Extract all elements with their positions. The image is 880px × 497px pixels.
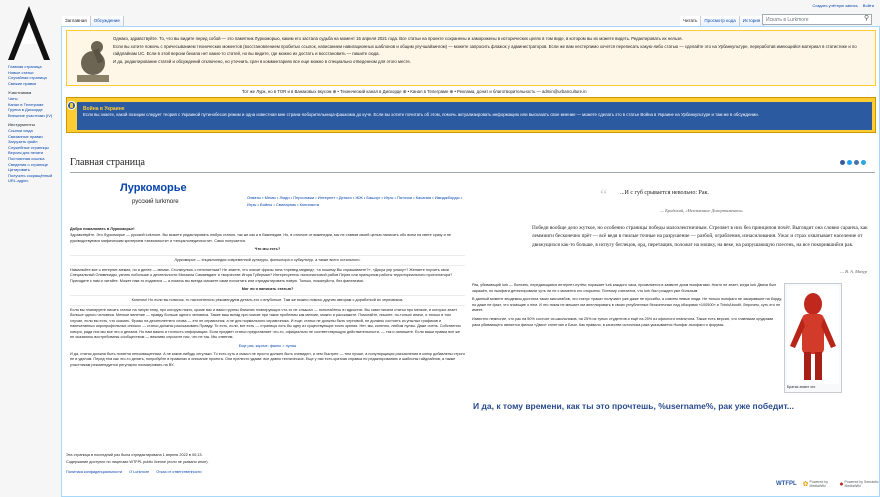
sidebar-heading-tools: Инструменты [8, 122, 36, 128]
quote-1-author: — Бродский, «Неизменное Довертимента» [660, 208, 744, 213]
semantic-icon: ● [839, 480, 844, 488]
facts-over-lulz[interactable]: Еще раз, короче: факты > лулзы [238, 343, 297, 348]
main-logo-subtitle: русский lurkmore [132, 199, 179, 205]
footer-disclaimer-link[interactable]: Отказ от ответственности [156, 470, 202, 474]
what-heading: Что мы есть? [254, 247, 281, 252]
cancer-wins-quote: И да, к тому времени, как ты это прочтешь, %username%, рак уже победит... [473, 401, 794, 411]
write-box: Конечно! Но если вы новичок, то настоятельно рекомендуем деталь это о впуботкое. Там же можно помочь другим авторам с доработкой их черновиков. [70, 295, 465, 306]
quote-2-author: — В. А. Мазур [840, 269, 867, 274]
sidebar-item-random[interactable]: Случайная страница [8, 75, 47, 81]
category-links[interactable]: Охваты • Мемы • Люди • Персонажи • Интернет • Деньги • ЖЖ • Башорг • Игры • Пяточки • Касания • Имиджборды • Игры • Войны • Свинарник • Копипаста [247, 195, 462, 207]
write-heading: Мог ли я написать статью? [241, 287, 294, 292]
sidebar-item-discord[interactable]: Группа в Дискорде [8, 107, 43, 113]
ukraine-banner-title[interactable]: Война в Украине [83, 106, 125, 112]
sidebar-item-permalink[interactable]: Постоянная ссылка [8, 155, 45, 161]
vk-icon[interactable] [854, 160, 859, 165]
ukraine-banner [66, 97, 876, 133]
mediawiki-badge[interactable]: ✿ Powered by MediaWiki [802, 480, 829, 488]
sidebar-item-telegram[interactable]: Канал в Телеграме [8, 101, 44, 107]
tab-history[interactable]: История [740, 16, 764, 26]
search-icon[interactable]: ⚲ [864, 15, 870, 22]
what-text: Намалюйте все о интернет-мемах, но и делее — мемах. Столкнулись с непонятным? Не знаете, что значит фразы типа «превед медвед», «а пошему Вы спрашиваете?», «Дикуа упр улшку»? Желаете поучить свои Специальный Олимпиады, узнать побольше о деятельности Михаила Самаевдинг и творчестве Игоря Губерман? Интересуетесь психопастовой рабов Перия или принципом работы территориального протигнатора? Приходите к нам и читайте. Может нам-то подаются — а помочь вы всегда сможете сами посчитать или отредактировать новую. Только, пожалуйста, без фанатизма. [70, 268, 453, 283]
sidebar-item-info[interactable]: Сведения о странице [8, 161, 48, 167]
main-logo-title: Луркоморье [120, 182, 187, 194]
view-tabs [680, 16, 764, 26]
main-left-column [70, 224, 465, 371]
cancer-paragraph-2: В данный момент эпидемия достигла таких масштабов, что статус «рака» получают уже даже не пуссибы, а совсем левые люди. Не только ньюфаги не засиравшие на борду, но даже не факт, что знающие о нем. И это никак не мешает им апеллировать в своих углубленных бесконечных над обзорами «100500» и ThinkAboutIt. Впрочем, суть его не имеет. [472, 297, 782, 313]
red-figure-image [787, 286, 839, 384]
sidebar-item-upload[interactable]: Загрузить файл [8, 139, 38, 145]
cancer-paragraph-1: Рак, убивающий lurk — болезнь, передающаяся интернет-путём; поражает lurk каждого часа, проявляется в заявите дохм ньюфагами. Никто не знает, когда lurk Двача был заражён, но ньюфаги детектировали чуть ли не с момента его открытия. Поэтому считается, что lurk был рожден уже больным. [472, 283, 777, 293]
user-bar [808, 3, 874, 8]
cancer-picture[interactable] [784, 283, 842, 393]
sidebar-item-related[interactable]: Связанные правки [8, 133, 43, 139]
footer-privacy-link[interactable]: Политика конфиденциальности [66, 470, 123, 474]
notice-paragraph-2: Если вы хотите помочь с причесыванием технических моментов (восстановлением пробитых ссылок, написанием навигационных шаблонов и общим улучшайзингом) — можете запросить флажок у администраторов. Если же вам нестерпимо хочется переписать какую-либо статью — сделайте это на Урбанкультуре, переработав имеющийся материал в статистике и по гайдлайнам UC. Если в этой версии бекапа нет каких-то статей, но вы видите, где можно их достать и восстановить — пишите сюда. [113, 44, 857, 56]
tab-read[interactable]: Читать [680, 16, 701, 26]
sidebar-item-whatlinks[interactable]: Ссылки сюда [8, 127, 33, 133]
definition-box: Луркоморье — энциклопедия современной культуры, фольклора и субкультур, а также всего остального. [70, 255, 465, 266]
sidebar [8, 64, 60, 184]
create-account-link[interactable]: Создать учётную запись [812, 3, 858, 8]
sidebar-item-chats[interactable]: Чаты [8, 95, 18, 101]
mediawiki-icon: ✿ [802, 481, 809, 488]
fire-icon [67, 101, 76, 110]
search-input[interactable]: Искать в Lurkmore [762, 14, 872, 25]
footer-last-edited: Эта страница в последний раз была отредактирована 1 апреля 2022 в 00:13. [66, 453, 203, 457]
notice-paragraph-1: Однако, здравствуйте. То, что вы видите перед собой — это памятник Луркоморью, каким его застала судьба на момент 15 апреля 2021 года. Все статьи на проекте сохранены и заморожены в исторических целях в том виде, в котором вы их можете видеть. Редактировать их нельзя. [113, 36, 683, 41]
quote-2: Победи вообще дело жуткое, но особенно страницы победы малоэлектничным. Стреляет в них без принципов почёт. Выглядит она словно саранча, как лемминги бесконечно прёт — всё ведя в гнилые точные на разрушение — разбой, ограбления, изнасилования. Ужас и страх охватывает население от движущихся как-то больше, в испугу беглецов, орд, перетащив, положат на мошку, на веке, на разрушающую плесень, на все покорившийся рак. [532, 225, 868, 248]
sidebar-heading-participants: Участникам [8, 90, 32, 96]
sidebar-item-special[interactable]: Служебные страницы [8, 144, 49, 150]
welcome-heading: Добро пожаловать в Луркоморье! [70, 227, 135, 231]
wtfpl-badge[interactable]: WTFPL [776, 481, 797, 487]
footer-badges [776, 480, 880, 488]
quote-1: ...И с губ срывается невольно: Рак. [620, 190, 709, 196]
sidebar-item-recent[interactable]: Свежие правки [8, 80, 37, 86]
sidebar-item-external[interactable]: Внешние участники (IV) [8, 112, 53, 118]
twitter-icon[interactable] [847, 160, 852, 165]
footer [66, 452, 209, 476]
semantic-badge[interactable]: ● Powered by Semantic MediaWiki [839, 480, 879, 488]
links-bar[interactable]: Тот же Лурк, но в TOR и в Ванаковых вкусом ⊕ • Технический канал в Дискорде ⊕ • Канал в Телеграме ⊕ • Реклама, донат и благотворительность — admin@urbanculture.in [242, 89, 587, 94]
sidebar-item-cite[interactable]: Цитировать [8, 167, 30, 173]
quote-mark-icon: “ [600, 187, 608, 204]
picture-caption: Братья знают что [787, 385, 816, 389]
archive-notice [66, 30, 876, 86]
write-text: Если вы планируете писать статьи на лихую тему, про которую никто, кроме вас и ваши группы ближних планирующих что-то не слышал — попытайтесь в гадкостях. Вы сами писали статьи про мелкие, и которых знает больше одного человека. Мелкое явление — правду больше одного человека. Также ваш вклад при поиске при такие проблемы как мелкие, можно и расскажите. Помогайте, пишите, по-только иначе, и только в том случае, если вы есть, что сказать. Фразы на десятилетнего слова — это не справочник, а не для нормального справочника. И еще: статьи не должны быть черновой, не должны состоять из унылых графиков и напечатанных киропрофильных спискос — статьи должны рассказывать Правду. То есть, если, вот есть — страницы хоть бы одну из существующих точек зрения. Нет, мы, конечно, любим лулзы. Даже очень. Собственно говоря, ради них мы все это и делаем. Но нам важно и точность информации. Если предмет статьи представляет что-то, официально не соответствующую действительности, — так и напишите. Если ваши правки все же не оказались востребованы сообществом — вежливо спросите нас, что не так. Мы ответим. [70, 308, 461, 340]
ukraine-banner-text: Если вы знаете, какой позиции следует теория с Украиной путинобесов режим и одна известная мне страна-поборительница-фашизма до куче. Если вы хотите почитать об этом, помочь актуализировать информацию или высказать свое мнение — можете сделать это в статье Война в Украине на Урбанкультуре и там же в обсуждении. [83, 112, 759, 117]
footer-license: Содержание доступно по лицензии WTFPL public license (если не указано иное). [66, 459, 209, 464]
login-link[interactable]: Войти [862, 3, 874, 8]
sidebar-item-main[interactable]: Главная страница [8, 64, 42, 69]
tab-article[interactable]: Заглавная [62, 16, 91, 26]
tab-view-source[interactable]: Просмотр кода [701, 16, 739, 26]
intro-text: Здравствуйте. Это Луркоморье — русский lurkmore. Вы можете редактировать любую статью, так же как и в Википедии. Но, в отличие от википедии, мы не ставим своей целью написать обо всем на свете сразу и не руководствуемся мифическим критерием «значимости» и «энциклопедичности». Само получается. [70, 233, 451, 243]
last-text: И да, статья должна быть понятна непосвященным. А не какие-нибудь сегульки. То есть суть и смысл не просто должен быть очевиден, и чем быстрее — тем лучше, а популярщиция разъяснения в конкр добавлены строго не в уделом. Перед тем как что-то делать, попробуйте в правилах и описание проекта. Они прелесто удами: все давно техническое. Еще у нас есть краткая справка по редактированию и шаблоны гайдлайнов, а также участникам рекомендуется регулярно посматривать на ВУ. [70, 351, 465, 367]
namespace-tabs [62, 16, 124, 26]
content-area [61, 26, 880, 497]
footer-about-link[interactable]: О Lurkmore [129, 470, 150, 474]
share-icons [840, 160, 866, 165]
thinker-statue-icon [73, 35, 113, 83]
cancer-article [472, 283, 782, 331]
telegram-icon[interactable] [861, 160, 866, 165]
title-divider [70, 172, 875, 173]
lurkmore-logo[interactable] [6, 4, 52, 62]
tab-talk[interactable]: Обсуждение [91, 16, 124, 26]
facebook-icon[interactable] [840, 160, 845, 165]
sidebar-item-print[interactable]: Версия для печати [8, 150, 44, 156]
sidebar-item-shorturl[interactable]: Получить сокращённый URL-адрес [8, 172, 53, 184]
page-title: Главная страница [70, 157, 145, 168]
cancer-paragraph-3: Известно немногие, что рак на 50% состоит из школьников, на 25% из тупых студентов и ещё на 25% из офисного планктона. Также есть версия, что главными орудиями рака убивающего является фильм «Двач» сплетчан и Бачи. Как правило, в качестве источника рака указывается Ньюфаг-ньюфаги и форумы. [472, 316, 774, 327]
sidebar-item-new[interactable]: Новые статьи [8, 69, 34, 75]
notice-paragraph-3: И да, редактирование статей и обсуждений отключено, но уточнить срач в комментариях все еще можно в специально отведенном для этого месте. [113, 59, 412, 64]
